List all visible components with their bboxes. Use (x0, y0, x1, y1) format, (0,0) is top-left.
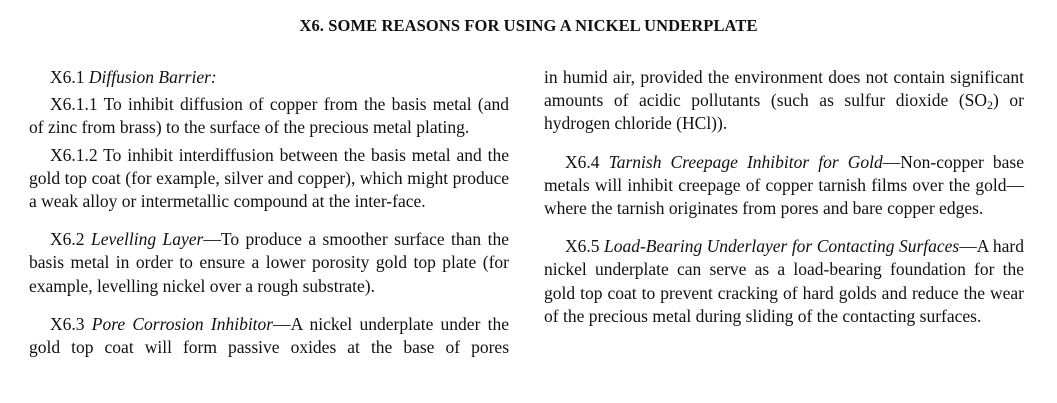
paragraph-heading: Pore Corrosion Inhibitor (91, 313, 274, 334)
paragraph-x6-3-continued (544, 66, 1024, 136)
paragraph-x6-2 (29, 228, 509, 298)
subscript: 2 (987, 98, 994, 113)
section-title: X6. SOME REASONS FOR USING A NICKEL UNDERPLATE (299, 16, 758, 35)
paragraph-number: X6.3 (50, 313, 85, 334)
paragraph-text: —A nickel underplate under the gold top coat will form passive oxides at the base of pores (29, 313, 510, 358)
paragraph-heading: Levelling Layer (90, 229, 204, 250)
paragraph-x6-3 (29, 313, 509, 359)
paragraph-number: X6.1.2 (50, 144, 98, 165)
paragraph-text: ) or hydrogen chloride (HCl)). (544, 90, 1024, 134)
paragraph-heading: Load-Bearing Underlayer for Contacting Surfaces (604, 236, 960, 257)
paragraph-text: —To produce a smoother surface than the basis metal in order to ensure a lower porosity gold top plate (for example, levelling nickel over a rough substrate). (29, 229, 509, 296)
paragraph-x6-5 (544, 235, 1024, 328)
paragraph-number: X6.5 (565, 236, 600, 257)
paragraph-heading: Tarnish Creepage Inhibitor for Gold (608, 151, 883, 172)
paragraph-number: X6.1.1 (50, 94, 98, 115)
paragraph-text: To inhibit interdiffusion between the basis metal and the gold top coat (for example, silver and copper), which might produce a weak alloy or intermetallic compound at the inter-face. (29, 144, 509, 212)
left-column (29, 66, 509, 359)
paragraph-x6-1-1 (29, 93, 509, 139)
paragraph-x6-4 (544, 151, 1024, 221)
paragraph-text: To inhibit diffusion of copper from the basis metal (and of zinc from brass) to the surface of the precious metal plating. (29, 94, 509, 138)
paragraph-text: in humid air, provided the environment does not contain significant amounts of acidic pollutants (such as sulfur dioxide (SO (544, 67, 1024, 111)
paragraph-x6-1-2 (29, 144, 509, 214)
paragraph-text: —Non-copper base metals will inhibit creepage of copper tarnish films over the gold—where the tarnish originates from pores and bare copper edges. (544, 151, 1025, 219)
paragraph-number: X6.4 (565, 151, 600, 172)
paragraph-heading: Diffusion Barrier: (88, 67, 217, 87)
paragraph-x6-1 (29, 66, 509, 89)
right-column (544, 66, 1024, 328)
paragraph-number: X6.2 (50, 229, 85, 250)
paragraph-text: —A hard nickel underplate can serve as a load-bearing foundation for the gold top coat to prevent cracking of hard golds and reduce the wear of the precious metal during sliding of the contacting surfaces. (544, 236, 1024, 326)
paragraph-number: X6.1 (50, 67, 85, 87)
